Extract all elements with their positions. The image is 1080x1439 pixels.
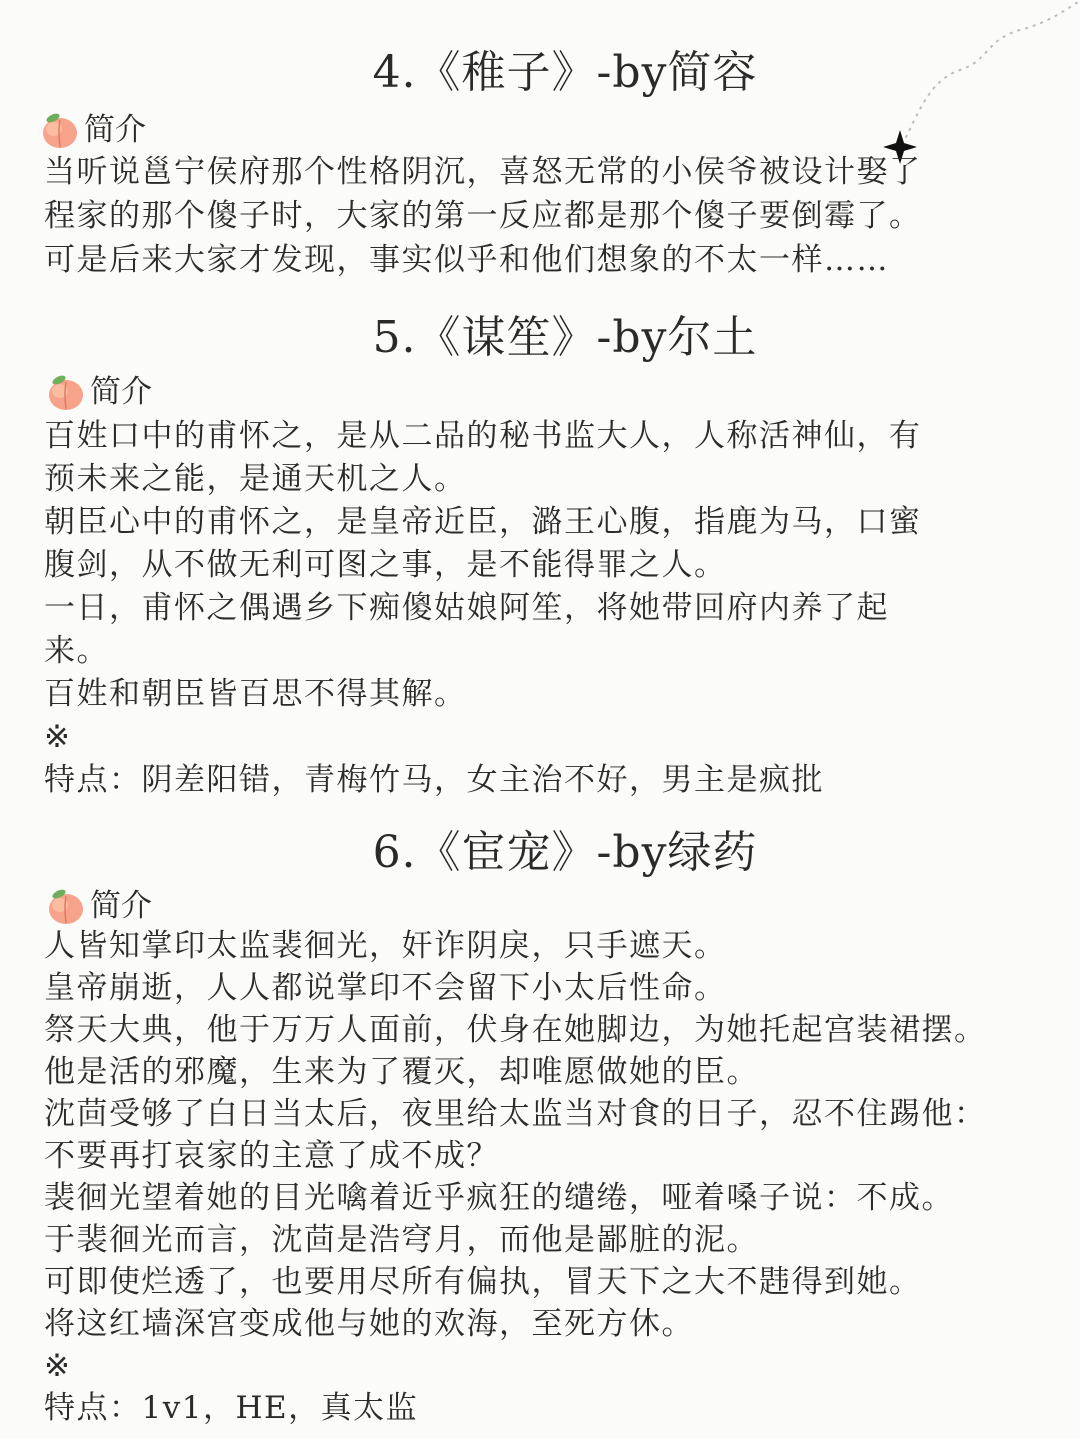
book-title: 6.《宦宠》-by绿药 — [372, 827, 758, 878]
text-line: 预未来之能，是通天机之人。 — [44, 461, 467, 497]
text-line: 百姓和朝臣皆百思不得其解。 — [44, 676, 467, 712]
reference-mark: ※ — [44, 719, 72, 755]
text-line: 来。 — [44, 633, 109, 669]
intro-label — [46, 372, 152, 412]
text-line: 当听说邕宁侯府那个性格阴沉，喜怒无常的小侯爷被设计娶了 — [44, 154, 922, 190]
text-line: 他是活的邪魔，生来为了覆灭，却唯愿做她的臣。 — [44, 1054, 759, 1090]
text-line: 可即使烂透了，也要用尽所有偏执，冒天下之大不韪得到她。 — [44, 1264, 922, 1300]
text-line: 不要再打哀家的主意了成不成？ — [44, 1138, 499, 1174]
text-line: 沈茴受够了白日当太后，夜里给太监当对食的日子，忍不住踢他： — [44, 1096, 987, 1132]
book-title: 5.《谋笙》-by尔土 — [372, 312, 758, 363]
text-line: 人皆知掌印太监裴徊光，奸诈阴戾，只手遮天。 — [44, 928, 727, 964]
text-line: 朝臣心中的甫怀之，是皇帝近臣，潞王心腹，指鹿为马，口蜜 — [44, 504, 922, 540]
text-line: 皇帝崩逝，人人都说掌印不会留下小太后性命。 — [44, 970, 727, 1006]
text-line: 将这红墙深宫变成他与她的欢海，至死方休。 — [44, 1306, 694, 1342]
reference-mark: ※ — [44, 1348, 72, 1384]
intro-label-text: 简介 — [90, 888, 152, 924]
features-line: 特点：阴差阳错，青梅竹马，女主治不好，男主是疯批 — [44, 762, 824, 798]
text-line: 程家的那个傻子时，大家的第一反应都是那个傻子要倒霉了。 — [44, 198, 922, 234]
intro-label — [40, 110, 146, 150]
peach-icon — [46, 886, 86, 926]
intro-label — [46, 886, 152, 926]
text-line: 百姓口中的甫怀之，是从二品的秘书监大人，人称活神仙，有 — [44, 418, 922, 454]
text-line: 一日，甫怀之偶遇乡下痴傻姑娘阿笙，将她带回府内养了起 — [44, 590, 889, 626]
text-line: 于裴徊光而言，沈茴是浩穹月，而他是鄙脏的泥。 — [44, 1222, 759, 1258]
text-line: 可是后来大家才发现，事实似乎和他们想象的不太一样…… — [44, 242, 889, 278]
features-line: 特点：1v1，HE，真太监 — [44, 1390, 419, 1426]
text-line: 腹剑，从不做无利可图之事，是不能得罪之人。 — [44, 547, 727, 583]
book-title: 4.《稚子》-by简容 — [372, 47, 758, 98]
peach-icon — [40, 110, 80, 150]
peach-icon — [46, 372, 86, 412]
text-line: 裴徊光望着她的目光噙着近乎疯狂的缱绻，哑着嗓子说：不成。 — [44, 1180, 954, 1216]
intro-label-text: 简介 — [90, 374, 152, 410]
text-line: 祭天大典，他于万万人面前，伏身在她脚边，为她托起宫装裙摆。 — [44, 1012, 987, 1048]
intro-label-text: 简介 — [84, 112, 146, 148]
